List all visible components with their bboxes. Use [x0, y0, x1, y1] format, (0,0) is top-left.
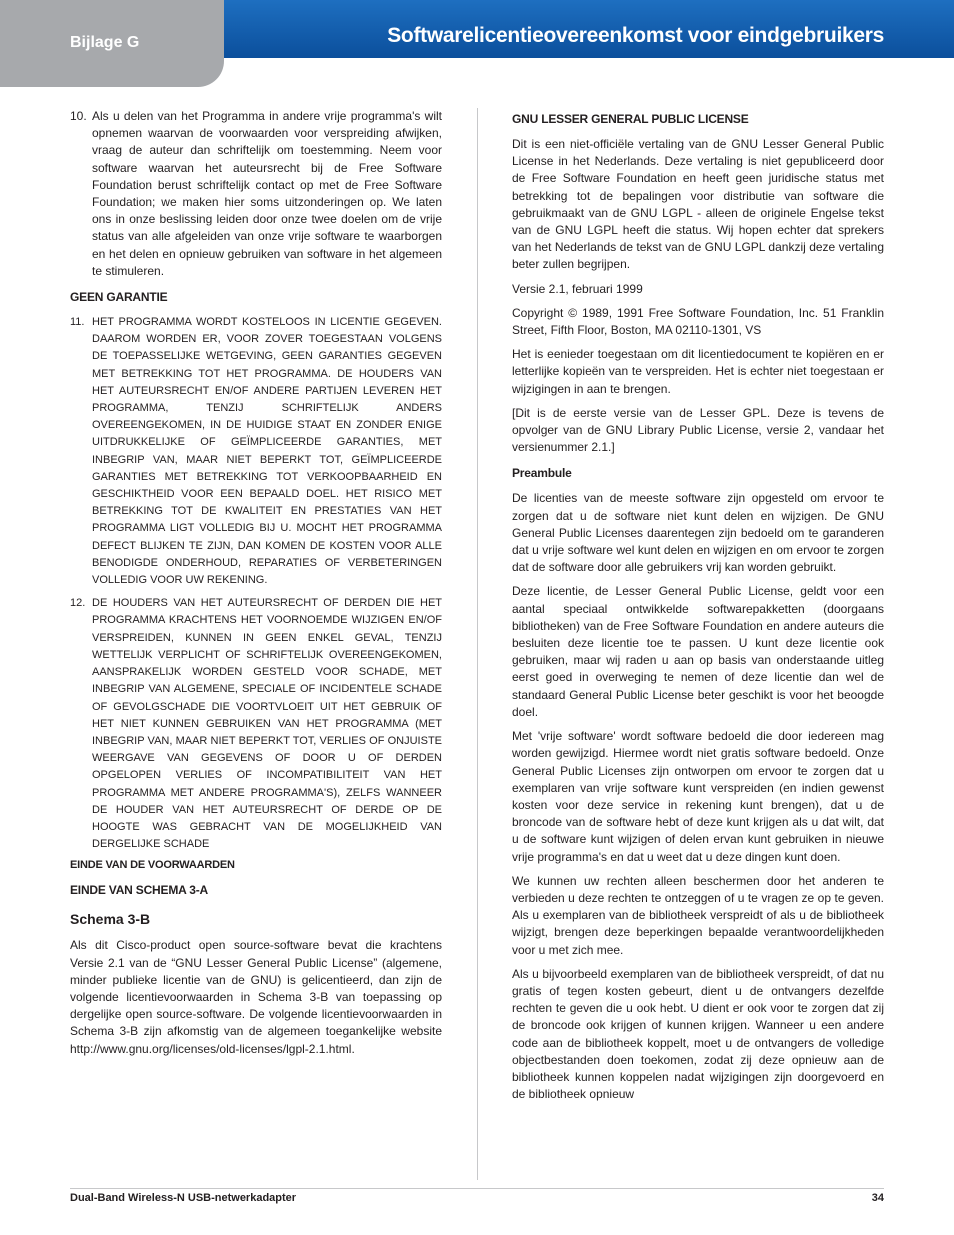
paragraph-preamble-1: De licenties van de meeste software zijn opgesteld om ervoor te zorgen dat u de software niet kunt delen en wijzigen. De GNU General Public Licenses daarentegen zijn bedoeld om te garanderen dat u vrije software wel kunt delen en wijzigen en om ervoor te zorgen dat de software door alle gebruikers vrij kan worden gebruikt.	[512, 491, 884, 575]
end-terms-heading: EINDE VAN DE VOORWAARDEN	[70, 859, 235, 872]
appendix-tab	[0, 0, 224, 87]
schema-heading: Schema 3-B	[70, 911, 151, 928]
paragraph-copyright: Copyright © 1989, 1991 Free Software Foundation, Inc. 51 Franklin Street, Fifth Floor, Boston, MA 02110-1301, VS	[512, 305, 884, 338]
list-item-text: DE HOUDERS VAN HET AUTEURSRECHT OF DERDEN DIE HET PROGRAMMA KRACHTENS HET VOORNOEMDE WIJZIGEN EN/OF VERSPREIDEN, KUNNEN IN GEEN ENKEL GEVAL, TENZIJ WETTELIJK VERPLICHT OF SCHRIFTELIJK OVEREENGEKOMEN, AANSPRAKELIJK WORDEN GESTELD VOOR SCHADE, MET INBEGRIP VAN ALGEMENE, SPECIALE OF INCIDENTELE SCHADE OF GEVOLGSCHADE DIE VOORTVLOEIT UIT HET GEBRUIK OF HET NIET KUNNEN GEBRUIKEN VAN HET PROGRAMMA (MET INBEGRIP VAN, MAAR NIET BEPERKT TOT, VERLIES OF ONJUISTE WEERGAVE VAN GEGEVENS OF DOOR U OF DERDEN OPGELOPEN VERLIES OF INCOMPATIBILITEIT VAN HET PROGRAMMA MET ANDERE PROGRAMMA'S), ZELFS WANNEER DE HOUDER VAN HET AUTEURSRECHT OF DERDE OP DE HOOGTE WAS GEBRACHT VAN DE MOGELIJKHEID VAN DERGELIJKE SCHADE	[92, 597, 442, 851]
list-item-10	[70, 108, 442, 280]
paragraph-preamble-2: Deze licentie, de Lesser General Public License, geldt voor een aantal speciaal ontwikkelde softwarepakketten (doorgaans bibliotheken) van de Free Software Foundation en andere auteurs die besluiten deze licentie toe te passen. U kunt deze licentie ook gebruiken, maar wij raden u aan op basis van onderstaande uitleg eerst goed in overweging te nemen of deze licentie dan wel de standaard General Public License beter geschikt is voor het beoogde doel.	[512, 584, 884, 719]
footer-product: Dual-Band Wireless-N USB-netwerkadapter	[70, 1192, 297, 1204]
paragraph-preamble-3: Met 'vrije software' wordt software bedoeld die door iedereen mag worden gewijzigd. Hiermee wordt niet gratis software bedoeld. Onze General Public Licenses zijn ontworpen om ervoor te zorgen dat u exemplaren van vrije software kunt verspreiden (en indien gewenst kosten voor deze service in rekening kunt brengen), dat u de broncode van de software hebt of deze kunt krijgen als u dat wilt, dat u de software kunt wijzigen of delen ervan kunt gebruiken in nieuwe vrije programma's en dat u weet dat u deze dingen kunt doen.	[512, 729, 884, 864]
footer-rule	[70, 1188, 884, 1189]
list-item-12	[70, 595, 442, 853]
paragraph-first-version: [Dit is de eerste versie van de Lesser GPL. Deze is tevens de opvolger van de GNU Library Public License, versie 2, vandaar het versienummer 2.1.]	[512, 405, 884, 455]
header-bar	[224, 0, 954, 58]
lgpl-heading: GNU LESSER GENERAL PUBLIC LICENSE	[512, 112, 749, 126]
list-number: 12.	[70, 597, 86, 610]
terms-list-a	[70, 108, 442, 280]
left-column	[70, 108, 442, 1065]
right-column	[512, 108, 884, 1110]
paragraph-version: Versie 2.1, februari 1999	[512, 281, 643, 296]
schema-paragraph: Als dit Cisco-product open source-software bevat die krachtens Versie 2.1 van de “GNU Lesser General Public License” (algemene, minder publieke licentie van de GNU) is gelicentieerd, dan zijn de volgende licentievoorwaarden in Schema 3-B van toepassing op dergelijke open source-software. De volgende licentievoorwaarden in Schema 3-B zijn afkomstig van de algemeen toegankelijke website http://www.gnu.org/licenses/old-licenses/lgpl-2.1.html.	[70, 938, 442, 1056]
page-number: 34	[871, 1192, 884, 1204]
paragraph-preamble-4: We kunnen uw rechten alleen beschermen door het anderen te verbieden u deze rechten te ontzeggen of u te vragen ze op te geven. Als u exemplaren van de bibliotheek verspreidt of als u de bibliotheek wijzigt, brengen deze beperkingen bepaalde verantwoordelijkheden voor u met zich mee.	[512, 873, 884, 957]
list-number: 11.	[70, 316, 85, 329]
list-item-text: HET PROGRAMMA WORDT KOSTELOOS IN LICENTIE GEGEVEN. DAAROM WORDEN ER, VOOR ZOVER TOEGESTAAN VOLGENS DE TOEPASSELIJKE WETGEVING, GEEN GARANTIES GEGEVEN MET BETREKKING TOT HET PROGRAMMA. DE HOUDERS VAN HET AUTEURSRECHT EN/OF ANDERE PARTIJEN LEVEREN HET PROGRAMMA, TENZIJ SCHRIFTELIJK ANDERS OVEREENGEKOMEN, IN DE HUIDIGE STAAT EN ZONDER ENIGE UITDRUKKELIJKE OF GEÏMPLICEERDE GARANTIES, MET INBEGRIP VAN, MAAR NIET BEPERKT TOT, GEÏMPLICEERDE GARANTIES MET BETREKKING TOT VERKOOPBAARHEID EN GESCHIKTHEID VOOR EEN BEPAALD DOEL. HET RISICO MET BETREKKING TOT DE KWALITEIT EN PRESTATIES VAN HET PROGRAMMA LIGT VOLLEDIG BIJ U. MOCHT HET PROGRAMMA DEFECT BLIJKEN TE ZIJN, DAN KOMEN DE KOSTEN VOOR ALLE BENODIGDE ONDERHOUD, REPARATIES OF VERBETERINGEN VOLLEDIG VOOR UW REKENING.	[92, 316, 442, 587]
list-item-text: Als u delen van het Programma in andere vrije programma's wilt opnemen waarvan de voorwaarden voor verspreiding afwijken, vraag de auteur dan schriftelijk om toestemming. Neem voor software waarvan het auteursrecht bij de Free Software Foundation berust schriftelijk contact op met de Free Software Foundation; we maken hier soms uitzonderingen op. We laten ons in onze beslissing leiden door onze twee doelen om de vrije status van alle afgeleiden van onze vrije software te waarborgen en het delen en opnieuw gebruiken van software in het algemeen te stimuleren.	[92, 109, 442, 278]
list-number: 10.	[70, 109, 87, 123]
column-divider	[477, 108, 478, 1180]
preamble-heading: Preambule	[512, 466, 572, 481]
list-item-11	[70, 314, 442, 589]
paragraph-permission: Het is eenieder toegestaan om dit licentiedocument te kopiëren en er letterlijke kopieën van te verspreiden. Het is echter niet toegestaan er wijzigingen in aan te brengen.	[512, 347, 884, 396]
appendix-label: Bijlage G	[70, 34, 140, 51]
end-schema-heading: EINDE VAN SCHEMA 3-A	[70, 883, 209, 898]
no-warranty-heading: GEEN GARANTIE	[70, 290, 168, 305]
paragraph-translation-note: Dit is een niet-officiële vertaling van de GNU Lesser General Public License in het Nederlands. Deze vertaling is niet gepubliceerd door de Free Software Foundation en heeft geen juridische status met betrekking tot de bepalingen voor distributie van software die gebruikmaakt van de GNU LGPL - alleen de originele Engelse tekst van de GNU LGPL heeft die status. Wij hopen echter dat sprekers van het Nederlands de tekst van de GNU LGPL dankzij deze vertaling beter zullen begrijpen.	[512, 137, 884, 272]
page-title: Softwarelicentieovereenkomst voor eindgebruikers	[387, 24, 884, 47]
paragraph-preamble-5: Als u bijvoorbeeld exemplaren van de bibliotheek verspreidt, of dat nu gratis of tegen kosten gebeurt, dient u de ontvangers dezelfde rechten te geven die u ook hebt. U dient er ook voor te zorgen dat zij de broncode ook krijgen of kunnen krijgen. Wanneer u een andere code aan de bibliotheek koppelt, moet u de ontvangers de volledige objectbestanden doen toekomen, zodat zij deze opnieuw aan de bibliotheek kunnen koppelen nadat wijzigingen zijn doorgevoerd en de bibliotheek opnieuw	[512, 966, 884, 1102]
terms-list-b	[70, 314, 442, 853]
